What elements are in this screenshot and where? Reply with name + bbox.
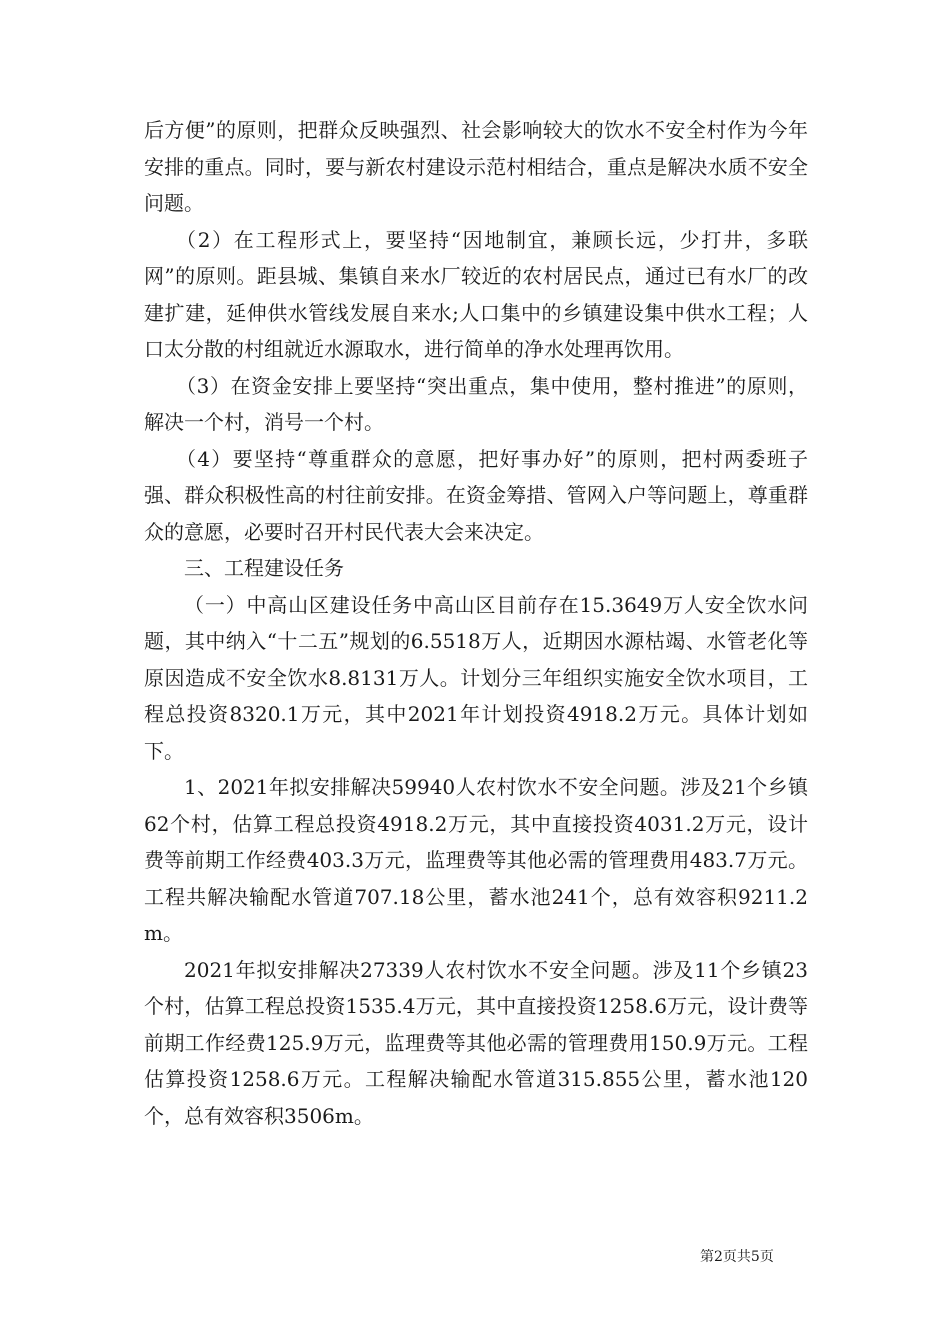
section-heading: 三、工程建设任务 <box>184 556 344 580</box>
paragraph-item-2: （2）在工程形式上，要坚持“因地制宜，兼顾长远，少打井，多联网”的原则。距县城、集镇自来水厂较近的农村居民点，通过已有水厂的改建扩建，延伸供水管线发展自来水;人口集中的乡镇建设集中供水工程；人口太分散的村组就近水源取水，进行简单的净水处理再饮用。 <box>144 227 808 361</box>
paragraph-item-3: （3）在资金安排上要坚持“突出重点，集中使用，整村推进”的原则，解决一个村，消号一个村。 <box>144 373 808 434</box>
paragraph-section-1: （一）中高山区建设任务中高山区目前存在15.3649万人安全饮水问题，其中纳入“十二五”规划的6.5518万人，近期因水源枯竭、水管老化等原因造成不安全饮水8.8131万人。计划分三年组织实施安全饮水项目，工程总投资8320.1万元，其中2021年计划投资4918.2万元。具体计划如下。 <box>144 592 808 763</box>
paragraph-plan-1: 1、2021年拟安排解决59940人农村饮水不安全问题。涉及21个乡镇62个村，估算工程总投资4918.2万元，其中直接投资4031.2万元，设计费等前期工作经费403.3万元，监理费等其他必需的管理费用483.7万元。工程共解决输配水管道707.18公里，蓄水池241个，总有效容积9211.2m。 <box>144 775 808 945</box>
paragraph-plan-2: 2021年拟安排解决27339人农村饮水不安全问题。涉及11个乡镇23个村，估算工程总投资1535.4万元，其中直接投资1258.6万元，设计费等前期工作经费125.9万元，监理费等其他必需的管理费用150.9万元。工程估算投资1258.6万元。工程解决输配水管道315.855公里，蓄水池120个，总有效容积3506m。 <box>144 957 808 1128</box>
paragraph-item-4: （4）要坚持“尊重群众的意愿，把好事办好”的原则，把村两委班子强、群众积极性高的村往前安排。在资金筹措、管网入户等问题上，尊重群众的意愿，必要时召开村民代表大会来决定。 <box>144 446 808 544</box>
document-body <box>144 112 808 1134</box>
paragraph-continuation: 后方便”的原则，把群众反映强烈、社会影响较大的饮水不安全村作为今年安排的重点。同时，要与新农村建设示范村相结合，重点是解决水质不安全问题。 <box>144 118 808 215</box>
page-number: 第2页共5页 <box>700 1249 774 1265</box>
